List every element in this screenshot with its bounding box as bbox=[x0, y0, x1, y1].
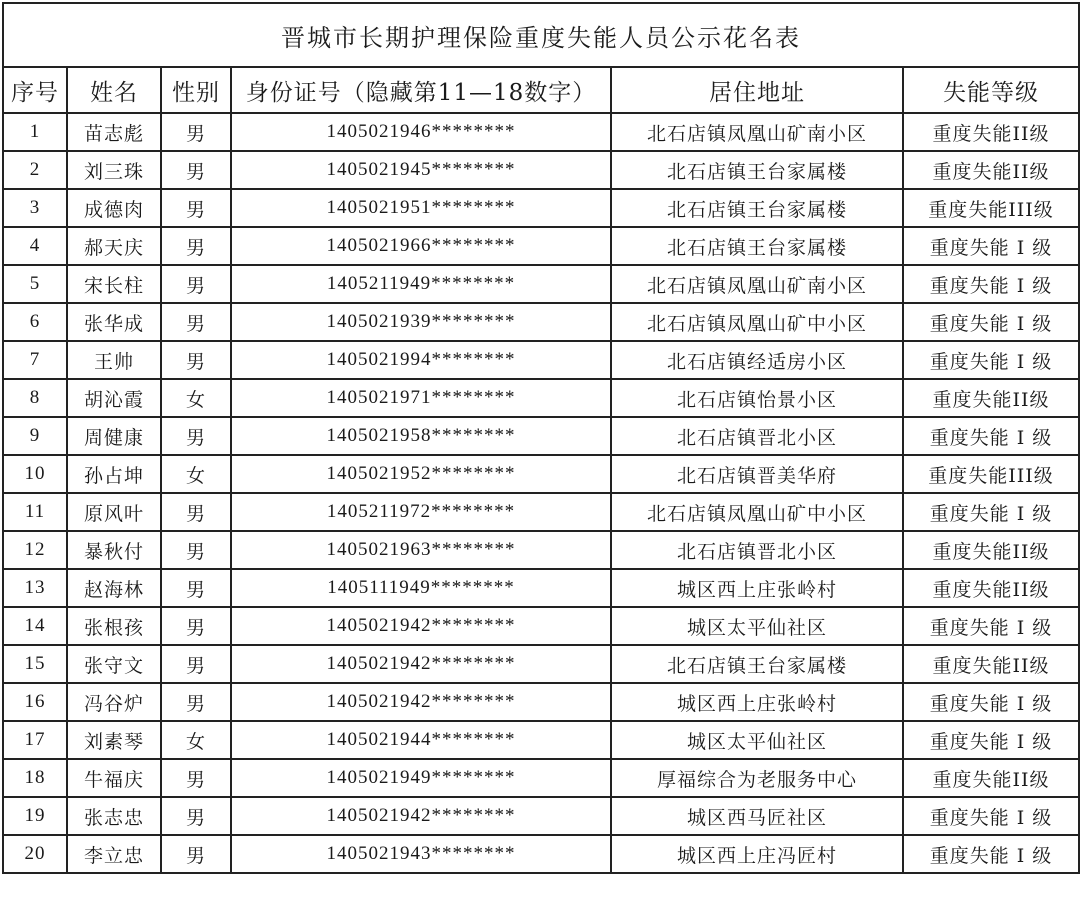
cell-address: 北石店镇王台家属楼 bbox=[611, 151, 903, 189]
cell-address: 北石店镇王台家属楼 bbox=[611, 645, 903, 683]
cell-id: 1405021951******** bbox=[231, 189, 611, 227]
cell-name: 张华成 bbox=[67, 303, 161, 341]
table-row bbox=[3, 797, 1079, 835]
cell-level: 重度失能 I 级 bbox=[903, 265, 1079, 303]
cell-name: 周健康 bbox=[67, 417, 161, 455]
cell-gender: 男 bbox=[161, 835, 231, 873]
table-row bbox=[3, 113, 1079, 151]
cell-id: 1405021949******** bbox=[231, 759, 611, 797]
cell-gender: 男 bbox=[161, 531, 231, 569]
table-row bbox=[3, 455, 1079, 493]
cell-level: 重度失能III级 bbox=[903, 189, 1079, 227]
cell-seq: 3 bbox=[3, 189, 67, 227]
cell-level: 重度失能II级 bbox=[903, 645, 1079, 683]
cell-level: 重度失能II级 bbox=[903, 569, 1079, 607]
cell-name: 张守文 bbox=[67, 645, 161, 683]
cell-address: 城区西上庄张岭村 bbox=[611, 569, 903, 607]
cell-id: 1405021939******** bbox=[231, 303, 611, 341]
cell-level: 重度失能 I 级 bbox=[903, 683, 1079, 721]
cell-address: 城区太平仙社区 bbox=[611, 607, 903, 645]
cell-seq: 14 bbox=[3, 607, 67, 645]
cell-gender: 男 bbox=[161, 797, 231, 835]
cell-name: 王帅 bbox=[67, 341, 161, 379]
cell-name: 原风叶 bbox=[67, 493, 161, 531]
cell-id: 1405111949******** bbox=[231, 569, 611, 607]
cell-name: 苗志彪 bbox=[67, 113, 161, 151]
cell-id: 1405021971******** bbox=[231, 379, 611, 417]
cell-seq: 4 bbox=[3, 227, 67, 265]
table-row bbox=[3, 417, 1079, 455]
cell-address: 北石店镇晋北小区 bbox=[611, 417, 903, 455]
table-row bbox=[3, 227, 1079, 265]
cell-seq: 5 bbox=[3, 265, 67, 303]
table-row bbox=[3, 265, 1079, 303]
cell-seq: 10 bbox=[3, 455, 67, 493]
cell-id: 1405021945******** bbox=[231, 151, 611, 189]
cell-gender: 男 bbox=[161, 303, 231, 341]
cell-name: 冯谷炉 bbox=[67, 683, 161, 721]
cell-id: 1405021966******** bbox=[231, 227, 611, 265]
cell-seq: 6 bbox=[3, 303, 67, 341]
cell-address: 北石店镇王台家属楼 bbox=[611, 189, 903, 227]
table-row bbox=[3, 683, 1079, 721]
cell-address: 北石店镇王台家属楼 bbox=[611, 227, 903, 265]
header-id: 身份证号（隐藏第11—18数字） bbox=[231, 67, 611, 113]
cell-address: 北石店镇凤凰山矿中小区 bbox=[611, 303, 903, 341]
cell-level: 重度失能III级 bbox=[903, 455, 1079, 493]
header-gender: 性别 bbox=[161, 67, 231, 113]
cell-seq: 18 bbox=[3, 759, 67, 797]
cell-gender: 女 bbox=[161, 379, 231, 417]
cell-gender: 男 bbox=[161, 265, 231, 303]
table-row bbox=[3, 721, 1079, 759]
cell-seq: 17 bbox=[3, 721, 67, 759]
cell-gender: 男 bbox=[161, 683, 231, 721]
cell-name: 刘素琴 bbox=[67, 721, 161, 759]
cell-level: 重度失能 I 级 bbox=[903, 227, 1079, 265]
title-row bbox=[3, 3, 1079, 67]
cell-seq: 20 bbox=[3, 835, 67, 873]
cell-gender: 男 bbox=[161, 759, 231, 797]
cell-id: 1405021963******** bbox=[231, 531, 611, 569]
cell-name: 张志忠 bbox=[67, 797, 161, 835]
table-row bbox=[3, 379, 1079, 417]
cell-seq: 11 bbox=[3, 493, 67, 531]
cell-address: 厚福综合为老服务中心 bbox=[611, 759, 903, 797]
cell-level: 重度失能 I 级 bbox=[903, 341, 1079, 379]
cell-seq: 15 bbox=[3, 645, 67, 683]
cell-gender: 男 bbox=[161, 417, 231, 455]
cell-gender: 男 bbox=[161, 607, 231, 645]
cell-seq: 12 bbox=[3, 531, 67, 569]
table-row bbox=[3, 531, 1079, 569]
cell-gender: 男 bbox=[161, 113, 231, 151]
cell-level: 重度失能 I 级 bbox=[903, 835, 1079, 873]
cell-address: 城区太平仙社区 bbox=[611, 721, 903, 759]
table-row bbox=[3, 607, 1079, 645]
table-row bbox=[3, 189, 1079, 227]
cell-gender: 男 bbox=[161, 645, 231, 683]
table-row bbox=[3, 303, 1079, 341]
table-row bbox=[3, 645, 1079, 683]
cell-name: 胡沁霞 bbox=[67, 379, 161, 417]
cell-seq: 1 bbox=[3, 113, 67, 151]
cell-id: 1405021942******** bbox=[231, 797, 611, 835]
cell-id: 1405021942******** bbox=[231, 607, 611, 645]
cell-address: 北石店镇凤凰山矿南小区 bbox=[611, 113, 903, 151]
table-row bbox=[3, 151, 1079, 189]
cell-level: 重度失能II级 bbox=[903, 151, 1079, 189]
cell-id: 1405021942******** bbox=[231, 683, 611, 721]
cell-name: 刘三珠 bbox=[67, 151, 161, 189]
page-title: 晋城市长期护理保险重度失能人员公示花名表 bbox=[3, 3, 1079, 67]
cell-gender: 男 bbox=[161, 227, 231, 265]
table-row bbox=[3, 341, 1079, 379]
cell-seq: 8 bbox=[3, 379, 67, 417]
cell-gender: 男 bbox=[161, 569, 231, 607]
cell-id: 1405021958******** bbox=[231, 417, 611, 455]
table-row bbox=[3, 569, 1079, 607]
cell-name: 孙占坤 bbox=[67, 455, 161, 493]
table-row bbox=[3, 835, 1079, 873]
cell-level: 重度失能 I 级 bbox=[903, 607, 1079, 645]
cell-level: 重度失能 I 级 bbox=[903, 797, 1079, 835]
cell-gender: 女 bbox=[161, 721, 231, 759]
cell-id: 1405021946******** bbox=[231, 113, 611, 151]
cell-name: 张根孩 bbox=[67, 607, 161, 645]
cell-id: 1405021944******** bbox=[231, 721, 611, 759]
cell-name: 成德肉 bbox=[67, 189, 161, 227]
table-row bbox=[3, 493, 1079, 531]
cell-level: 重度失能II级 bbox=[903, 379, 1079, 417]
cell-id: 1405021994******** bbox=[231, 341, 611, 379]
cell-address: 北石店镇晋美华府 bbox=[611, 455, 903, 493]
cell-address: 城区西上庄冯匠村 bbox=[611, 835, 903, 873]
cell-seq: 16 bbox=[3, 683, 67, 721]
cell-id: 1405021952******** bbox=[231, 455, 611, 493]
cell-name: 郝天庆 bbox=[67, 227, 161, 265]
cell-seq: 2 bbox=[3, 151, 67, 189]
cell-name: 暴秋付 bbox=[67, 531, 161, 569]
cell-gender: 女 bbox=[161, 455, 231, 493]
cell-level: 重度失能 I 级 bbox=[903, 417, 1079, 455]
cell-name: 牛福庆 bbox=[67, 759, 161, 797]
cell-id: 1405021943******** bbox=[231, 835, 611, 873]
cell-address: 北石店镇凤凰山矿中小区 bbox=[611, 493, 903, 531]
cell-id: 1405211972******** bbox=[231, 493, 611, 531]
header-row bbox=[3, 67, 1079, 113]
cell-gender: 男 bbox=[161, 493, 231, 531]
cell-seq: 13 bbox=[3, 569, 67, 607]
cell-address: 城区西马匠社区 bbox=[611, 797, 903, 835]
cell-address: 北石店镇晋北小区 bbox=[611, 531, 903, 569]
cell-address: 北石店镇怡景小区 bbox=[611, 379, 903, 417]
cell-id: 1405211949******** bbox=[231, 265, 611, 303]
header-address: 居住地址 bbox=[611, 67, 903, 113]
header-level: 失能等级 bbox=[903, 67, 1079, 113]
cell-level: 重度失能 I 级 bbox=[903, 303, 1079, 341]
cell-level: 重度失能II级 bbox=[903, 113, 1079, 151]
cell-gender: 男 bbox=[161, 151, 231, 189]
cell-address: 北石店镇经适房小区 bbox=[611, 341, 903, 379]
header-seq: 序号 bbox=[3, 67, 67, 113]
cell-seq: 19 bbox=[3, 797, 67, 835]
roster-table bbox=[2, 2, 1080, 874]
cell-level: 重度失能 I 级 bbox=[903, 721, 1079, 759]
cell-seq: 7 bbox=[3, 341, 67, 379]
header-name: 姓名 bbox=[67, 67, 161, 113]
cell-gender: 男 bbox=[161, 341, 231, 379]
cell-address: 城区西上庄张岭村 bbox=[611, 683, 903, 721]
cell-seq: 9 bbox=[3, 417, 67, 455]
cell-name: 李立忠 bbox=[67, 835, 161, 873]
table-row bbox=[3, 759, 1079, 797]
cell-level: 重度失能 I 级 bbox=[903, 493, 1079, 531]
cell-id: 1405021942******** bbox=[231, 645, 611, 683]
cell-name: 赵海林 bbox=[67, 569, 161, 607]
cell-gender: 男 bbox=[161, 189, 231, 227]
cell-level: 重度失能II级 bbox=[903, 759, 1079, 797]
cell-address: 北石店镇凤凰山矿南小区 bbox=[611, 265, 903, 303]
cell-level: 重度失能II级 bbox=[903, 531, 1079, 569]
cell-name: 宋长柱 bbox=[67, 265, 161, 303]
